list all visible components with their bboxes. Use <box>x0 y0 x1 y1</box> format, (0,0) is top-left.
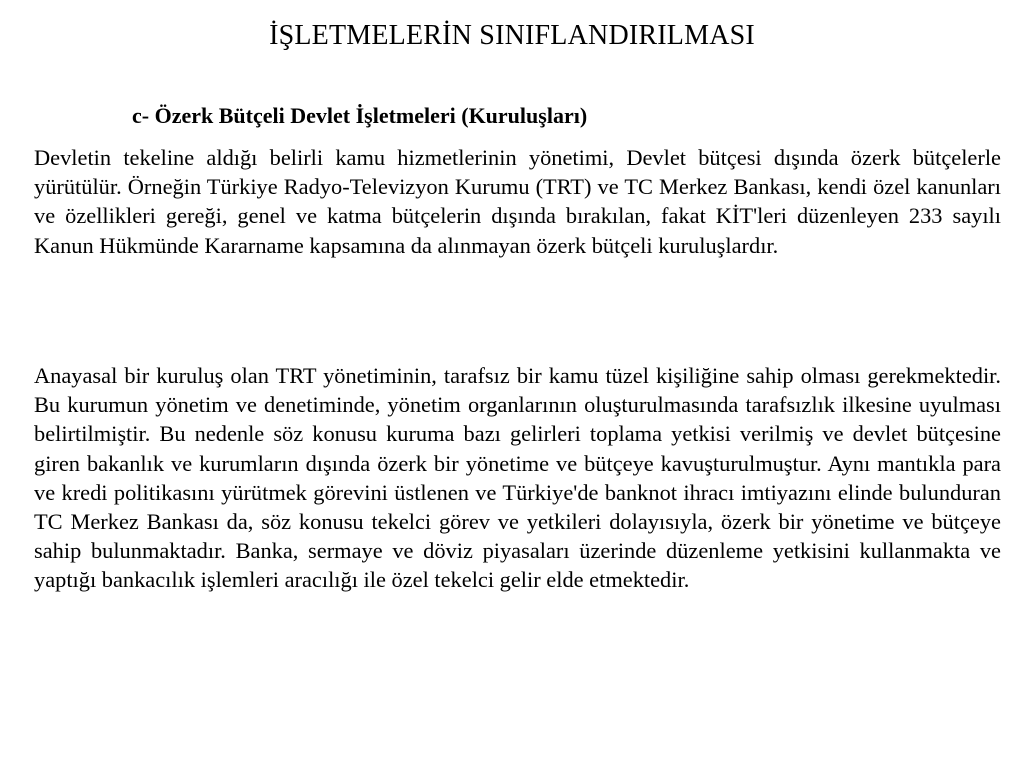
paragraph-1: Devletin tekeline aldığı belirli kamu hizmetlerinin yönetimi, Devlet bütçesi dışında özerk bütçelerle yürütülür. Örneğin Türkiye Radyo-Televizyon Kurumu (TRT) ve TC Merkez Bankası, kendi özel kanunları ve özellikleri gereği, genel ve katma bütçelerin dışında bırakılan, fakat KİT'leri düzenleyen 233 sayılı Kanun Hükmünde Kararname kapsamına da alınmayan özerk bütçeli kuruluşlardır. <box>34 145 1001 258</box>
paragraph-2: Anayasal bir kuruluş olan TRT yönetiminin, tarafsız bir kamu tüzel kişiliğine sahip olması gerekmektedir. Bu kurumun yönetim ve denetiminde, yönetim organlarının oluşturulmasında tarafsızlık ilkesine uyulması belirtilmiştir. Bu nedenle söz konusu kuruma bazı gelirleri toplama yetkisi verilmiş ve devlet bütçesine giren bakanlık ve kurumların dışında özerk bir yönetime ve bütçeye kavuşturulmuştur. Aynı mantıkla para ve kredi politikasını yürütmek görevini üstlenen ve Türkiye'de banknot ihracı imtiyazını elinde bulunduran TC Merkez Bankası da, söz konusu tekelci görev ve yetkileri dolayısıyla, özerk bir yönetime ve bütçeye sahip bulunmaktadır. Banka, sermaye ve döviz piyasaları üzerinde düzenleme yetkisini kullanmakta ve yaptığı bankacılık işlemleri aracılığı ile özel tekelci gelir elde etmektedir. <box>34 363 1001 593</box>
slide-title: İŞLETMELERİN SINIFLANDIRILMASI <box>269 20 755 51</box>
section-heading: c- Özerk Bütçeli Devlet İşletmeleri (Kuruluşları) <box>132 103 588 128</box>
